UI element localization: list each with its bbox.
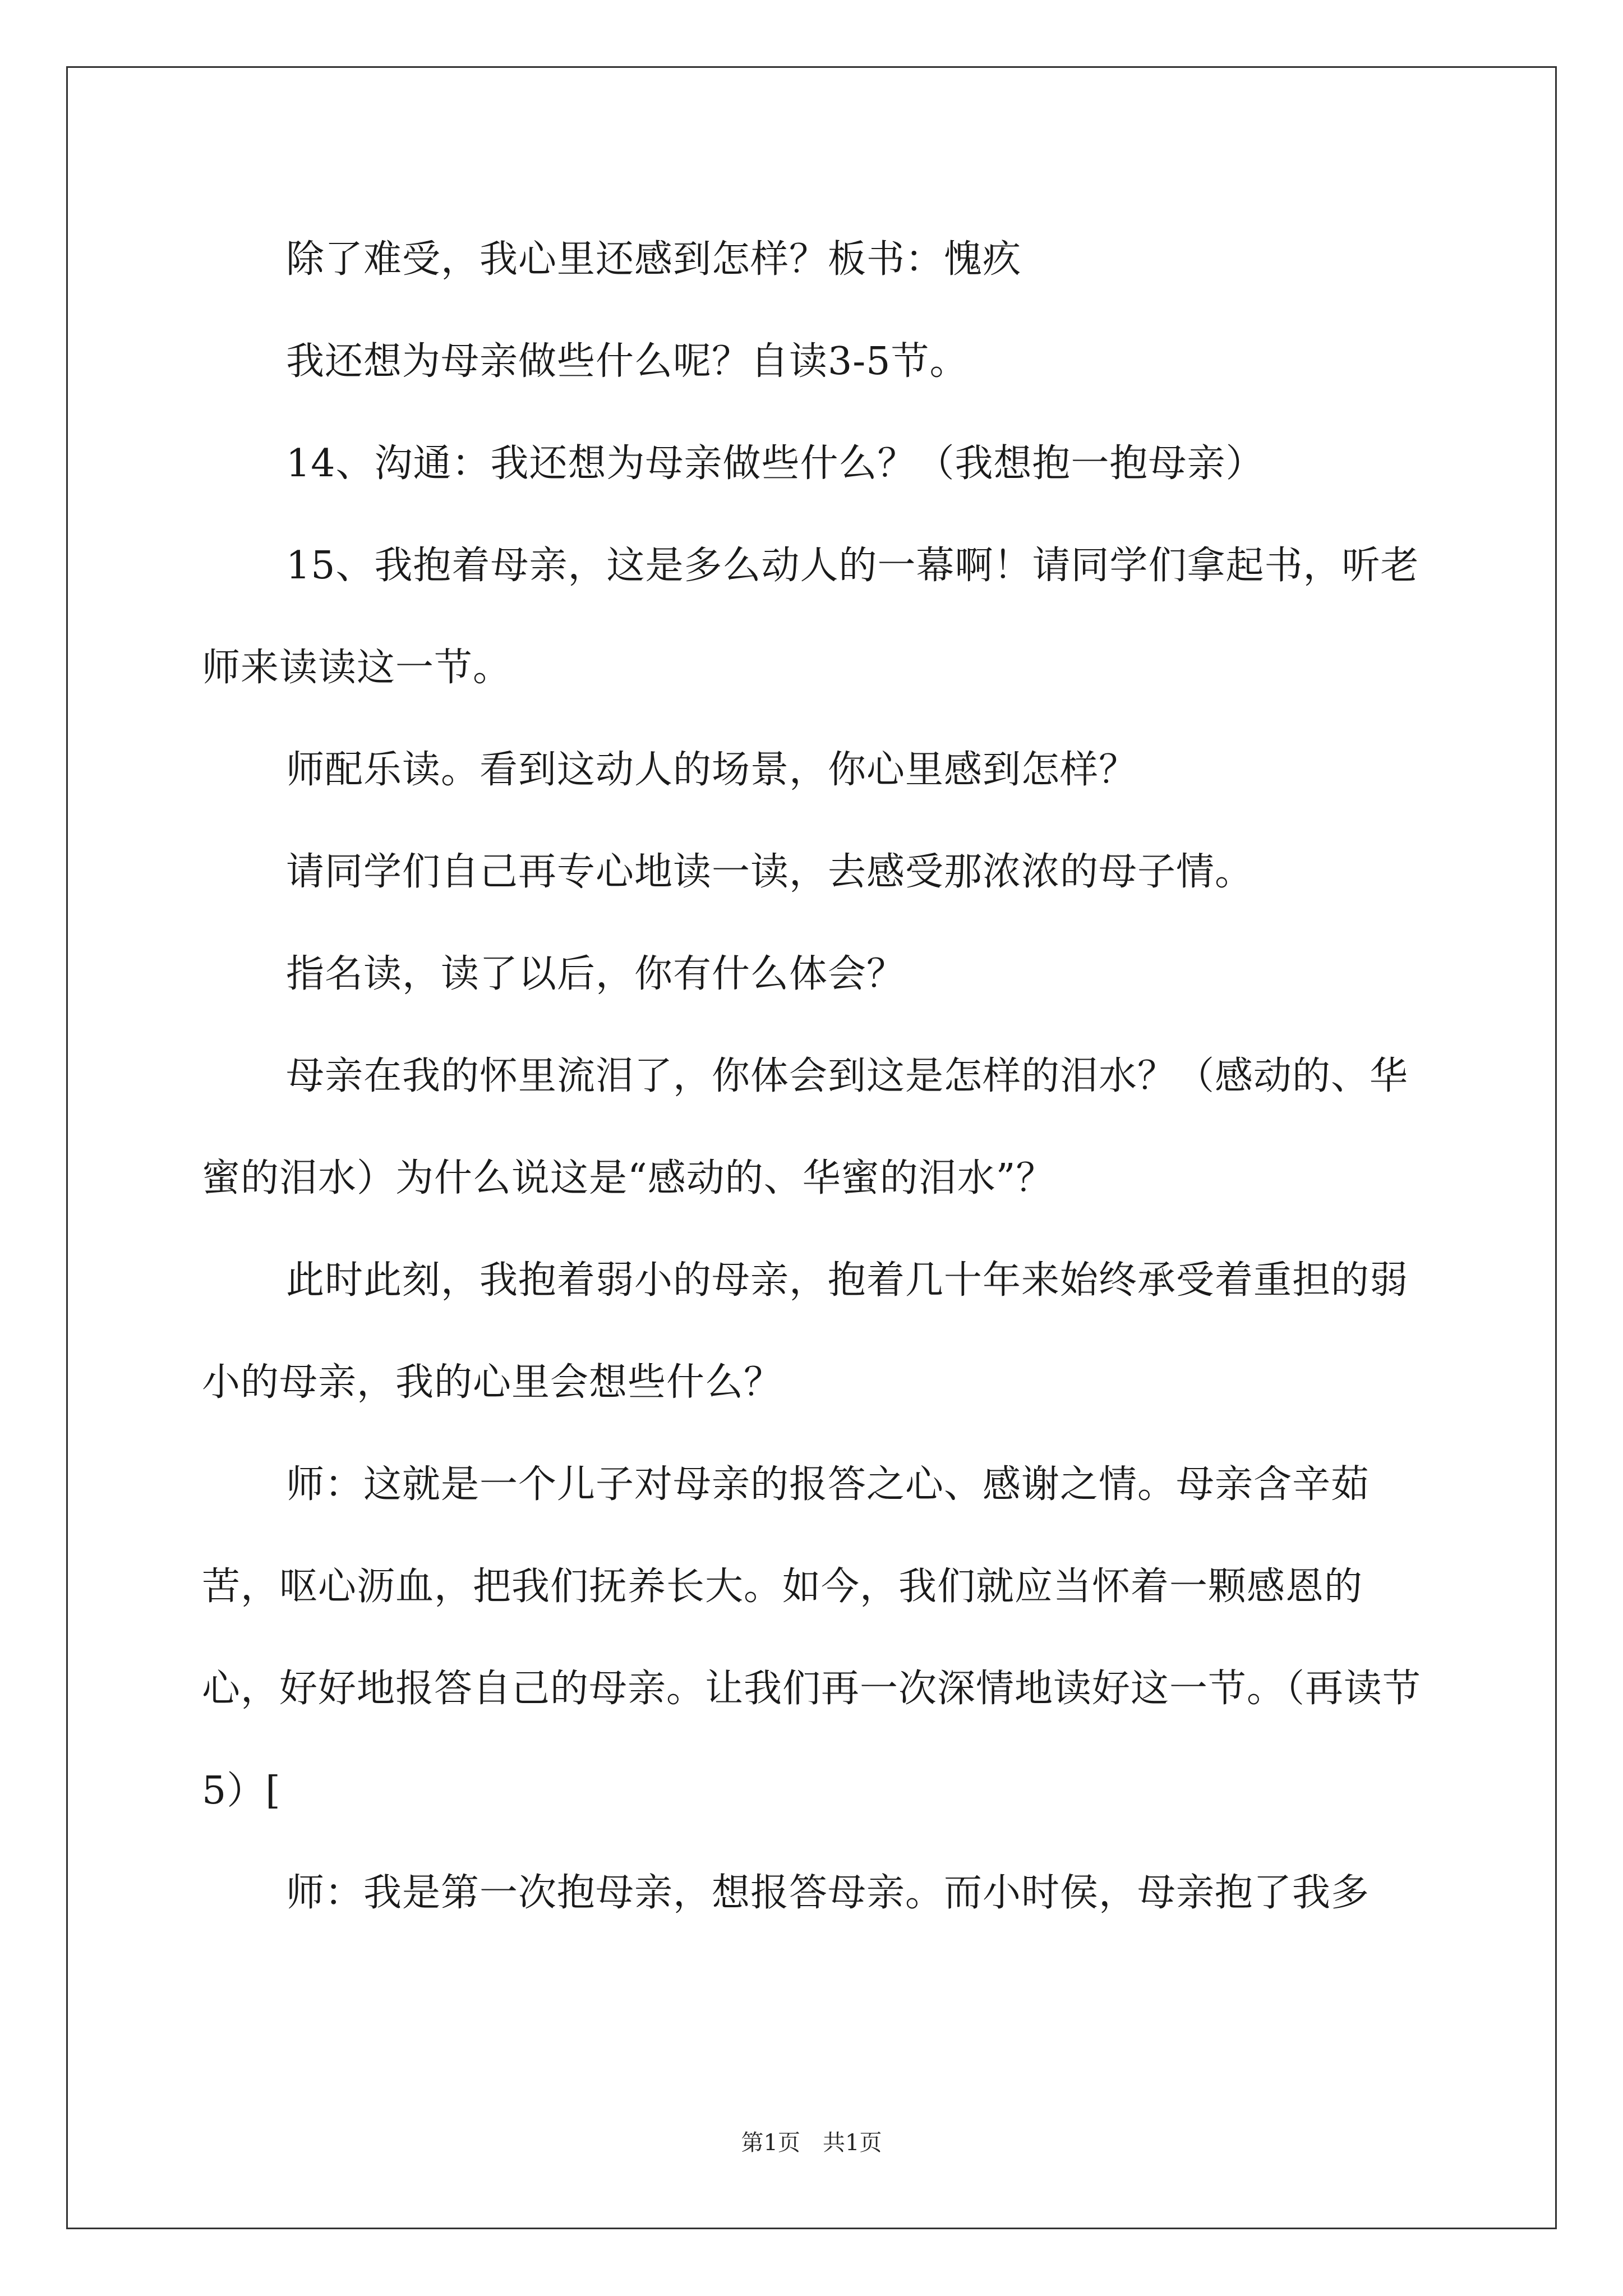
paragraph: 师：这就是一个儿子对母亲的报答之心、感谢之情。母亲含辛茹苦，呕心沥血，把我们抚养长大。如今，我们就应当怀着一颗感恩的心，好好地报答自己的母亲。让我们再一次深情地读好这一节。（再读节5）[ [202,1462,1422,1813]
paragraph: 除了难受，我心里还感到怎样？板书：愧疚 [286,237,1022,282]
paragraph: 14、沟通：我还想为母亲做些什么？（我想抱一抱母亲） [286,441,1265,486]
paragraph: 师配乐读。看到这动人的场景，你心里感到怎样？ [286,748,1138,792]
paragraph: 我还想为母亲做些什么呢？自读3-5节。 [286,339,969,384]
paragraph: 15、我抱着母亲，这是多么动人的一幕啊！请同学们拿起书，听老师来读读这一节。 [202,544,1419,690]
page-footer: 第1页 共1页 [741,2130,882,2156]
document-body [202,209,1430,1944]
paragraph: 此时此刻，我抱着弱小的母亲，抱着几十年来始终承受着重担的弱小的母亲，我的心里会想些什么？ [202,1258,1409,1405]
paragraph: 母亲在我的怀里流泪了，你体会到这是怎样的泪水？（感动的、华蜜的泪水）为什么说这是“感动的、华蜜的泪水”？ [202,1054,1409,1200]
paragraph: 请同学们自己再专心地读一读，去感受那浓浓的母子情。 [286,850,1254,894]
paragraph: 师：我是第一次抱母亲，想报答母亲。而小时侯，母亲抱了我多 [286,1871,1370,1915]
paragraph: 指名读，读了以后，你有什么体会？ [286,952,906,996]
